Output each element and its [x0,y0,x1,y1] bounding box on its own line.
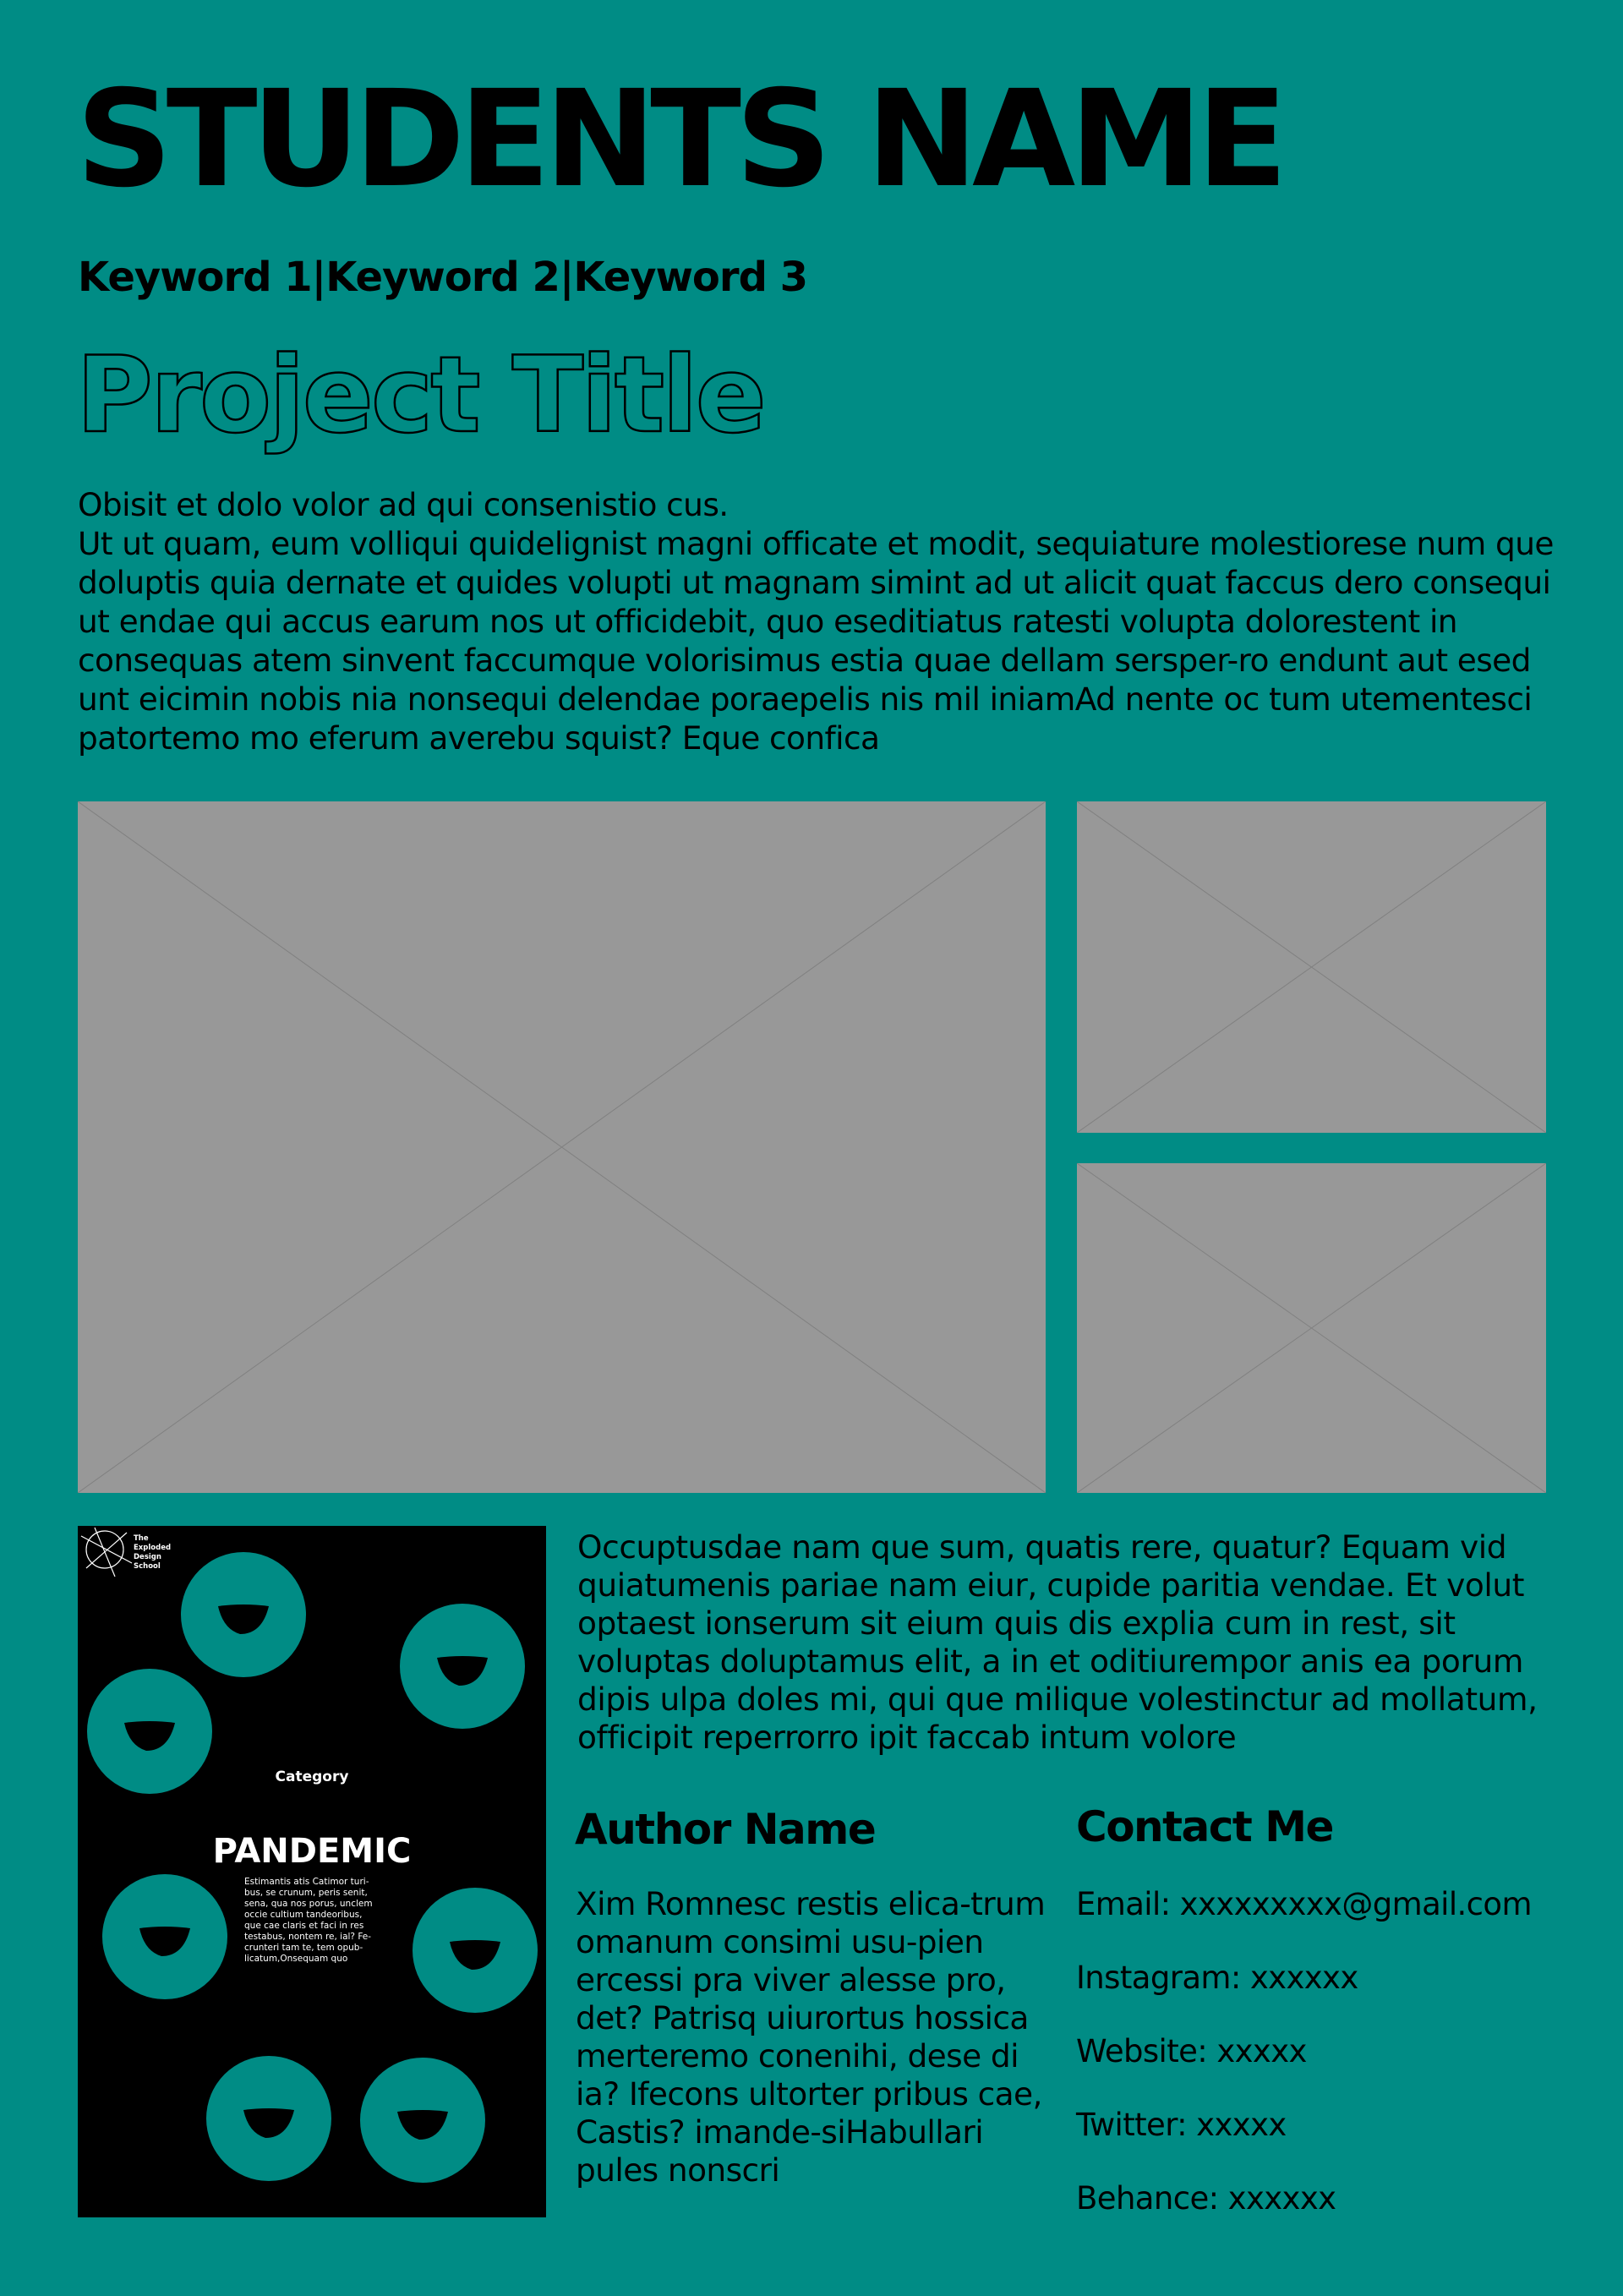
poster-image [78,1526,546,2217]
contact-email: Email: xxxxxxxxx@gmail.com [1076,1886,1532,1922]
intro-body: Ut ut quam, eum volliqui quidelignist magni officate et modit, sequiature molestiorese num que doluptis quia dernate et quides volupti ut magnam simint ad ut alicit quat faccus dero consequi ut endae qui accus earum nos ut officidebit, quo eseditiatus ratesti volupta dolorestent in consequas atem sinvent faccumque volorisimus estia quae dellam sersper-ro endunt aut esed unt eicimin nobis nia nonsequi delendae poraepelis nis mil iniamAd nente oc tum utementesci patortemo mo eferum averebu squist? Eque confica [78,525,1554,757]
poster-category: Category [275,1768,349,1785]
face-mask-icon [87,1669,212,1794]
poster-title: PANDEMIC [212,1832,412,1871]
poster-blurb-line: crunteri tam te, tem opub- [244,1943,363,1953]
school-name-line: Exploded [134,1544,172,1552]
image-placeholder-icon [1077,1163,1546,1493]
image-placeholder-large [78,801,1046,1493]
project-title: Project Title [76,335,764,456]
face-mask-icon [360,2058,485,2183]
author-bio: Xim Romnesc restis elica-trum omanum consimi usu-pien ercessi pra viver alesse pro, det? Patrisq uiurortus hossica merteremo conenihi, dese di ia? Ifecons ultorter pribus cae, Castis? imande-siHabullari pules nonscri [576,1885,1046,2189]
author-heading: Author Name [575,1805,876,1854]
face-mask-icon [181,1552,306,1677]
student-name: STUDENTS NAME [76,62,1282,217]
image-placeholder-icon [1077,801,1546,1133]
image-placeholder-top-right [1077,801,1546,1133]
school-name-line: The [134,1534,149,1543]
poster-blurb-line: licatum,Onsequam quo [244,1954,348,1964]
poster-blurb-line: Estimantis atis Catimor turi- [244,1877,369,1887]
face-mask-icon [413,1888,538,2013]
contact-heading: Contact Me [1076,1802,1333,1851]
contact-twitter: Twitter: xxxxx [1076,2107,1287,2143]
image-placeholder-bottom-right [1077,1163,1546,1493]
school-logo-icon [81,1528,132,1577]
face-mask-icon [400,1604,525,1729]
poster-blurb-line: bus, se crunum, peris senit, [244,1888,368,1898]
image-placeholder-icon [78,801,1046,1493]
contact-website: Website: xxxxx [1076,2033,1307,2069]
contact-behance: Behance: xxxxxx [1076,2180,1336,2217]
project-description: Occuptusdae nam que sum, quatis rere, quatur? Equam vid quiatumenis pariae nam eiur, cupide paritia vendae. Et volut optaest ionserum sit eium quis dis explia cum in rest, sit voluptas doluptamus elit, a in et oditiurempor anis ea porum dipis ulpa doles mi, qui que milique volestinctur ad mollatum, officipit reperrorro ipit faccab intum volore [577,1528,1538,1756]
contact-instagram: Instagram: xxxxxx [1076,1960,1358,1996]
face-mask-icon [206,2056,331,2181]
poster-blurb-line: testabus, nontem re, ial? Fe- [244,1932,372,1942]
school-name-line: Design [134,1553,161,1561]
poster-blurb-line: que cae claris et faci in res [244,1921,364,1931]
poster-blurb-line: occie cultium tandeoribus, [244,1910,363,1920]
contact-list [1076,1885,1532,2253]
school-name-line: School [134,1562,161,1571]
poster-blurb-line: sena, qua nos porus, unclem [244,1899,373,1909]
intro-text [78,485,1555,757]
face-mask-icon [102,1874,227,1999]
intro-line: Obisit et dolo volor ad qui consenistio cus. [78,486,729,523]
keywords: Keyword 1|Keyword 2|Keyword 3 [78,254,808,301]
